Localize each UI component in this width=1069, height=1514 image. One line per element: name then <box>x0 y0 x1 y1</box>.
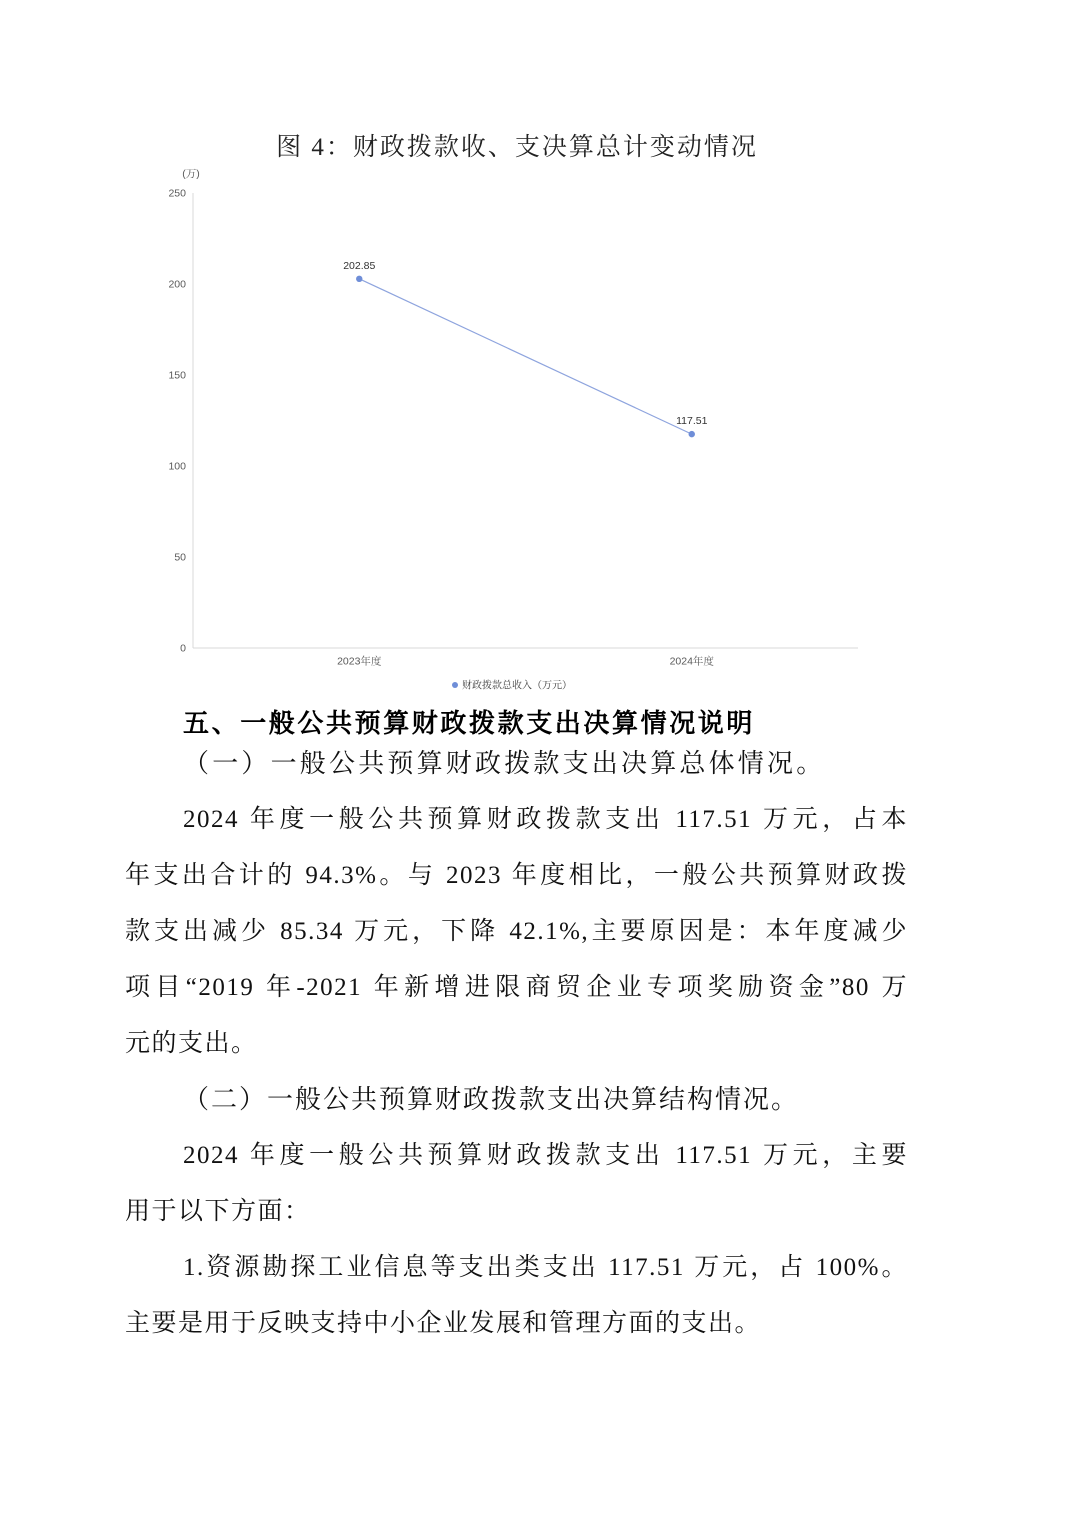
y-unit-label: (万) <box>182 168 200 180</box>
series-line <box>359 279 692 434</box>
chart-title: 图 4：财政拨款收、支决算总计变动情况 <box>276 134 758 161</box>
x-tick-label: 2023年度 <box>337 655 382 668</box>
y-tick-label: 50 <box>174 551 186 564</box>
paragraph-line: 主要是用于反映支持中小企业发展和管理方面的支出。 <box>125 1310 762 1337</box>
data-label: 117.51 <box>676 415 708 428</box>
subsection-title-structure: （二）一般公共预算财政拨款支出决算结构情况。 <box>183 1085 800 1114</box>
y-tick-label: 200 <box>168 278 186 291</box>
paragraph-line: 项目“2019 年-2021 年新增进限商贸企业专项奖励资金”80 万 <box>125 974 908 1001</box>
paragraph-line: 2024 年度一般公共预算财政拨款支出 117.51 万元，主要 <box>183 1142 908 1169</box>
paragraph-structure-intro <box>125 1128 908 1240</box>
data-point <box>689 431 695 437</box>
y-tick-label: 100 <box>168 460 186 473</box>
paragraph-structure-item-1 <box>125 1240 908 1352</box>
paragraph-line: 1.资源勘探工业信息等支出类支出 117.51 万元，占 100%。 <box>183 1254 908 1281</box>
x-tick-label: 2024年度 <box>669 655 714 668</box>
legend <box>452 679 572 692</box>
paragraph-line: 2024 年度一般公共预算财政拨款支出 117.51 万元，占本 <box>183 806 908 833</box>
legend-marker <box>452 682 458 688</box>
data-label: 202.85 <box>343 259 376 272</box>
data-point <box>356 276 362 282</box>
y-tick-label: 150 <box>168 369 186 382</box>
paragraph-line: 年支出合计的 94.3%。与 2023 年度相比，一般公共预算财政拨 <box>125 862 908 889</box>
body-text <box>125 792 908 1352</box>
y-tick-label: 250 <box>168 187 186 200</box>
paragraph-line: 用于以下方面： <box>125 1198 311 1225</box>
line-chart <box>0 160 1069 700</box>
legend-label: 财政拨款总收入（万元） <box>462 680 572 692</box>
paragraph-overall <box>125 792 908 1072</box>
subsection-title-overall: （一）一般公共预算财政拨款支出决算总体情况。 <box>183 749 826 778</box>
y-tick-label: 0 <box>180 642 186 655</box>
paragraph-line: 元的支出。 <box>125 1030 258 1057</box>
paragraph-line: 款支出减少 85.34 万元，下降 42.1%,主要原因是：本年度减少 <box>125 918 908 945</box>
section-heading: 五、一般公共预算财政拨款支出决算情况说明 <box>183 709 756 739</box>
